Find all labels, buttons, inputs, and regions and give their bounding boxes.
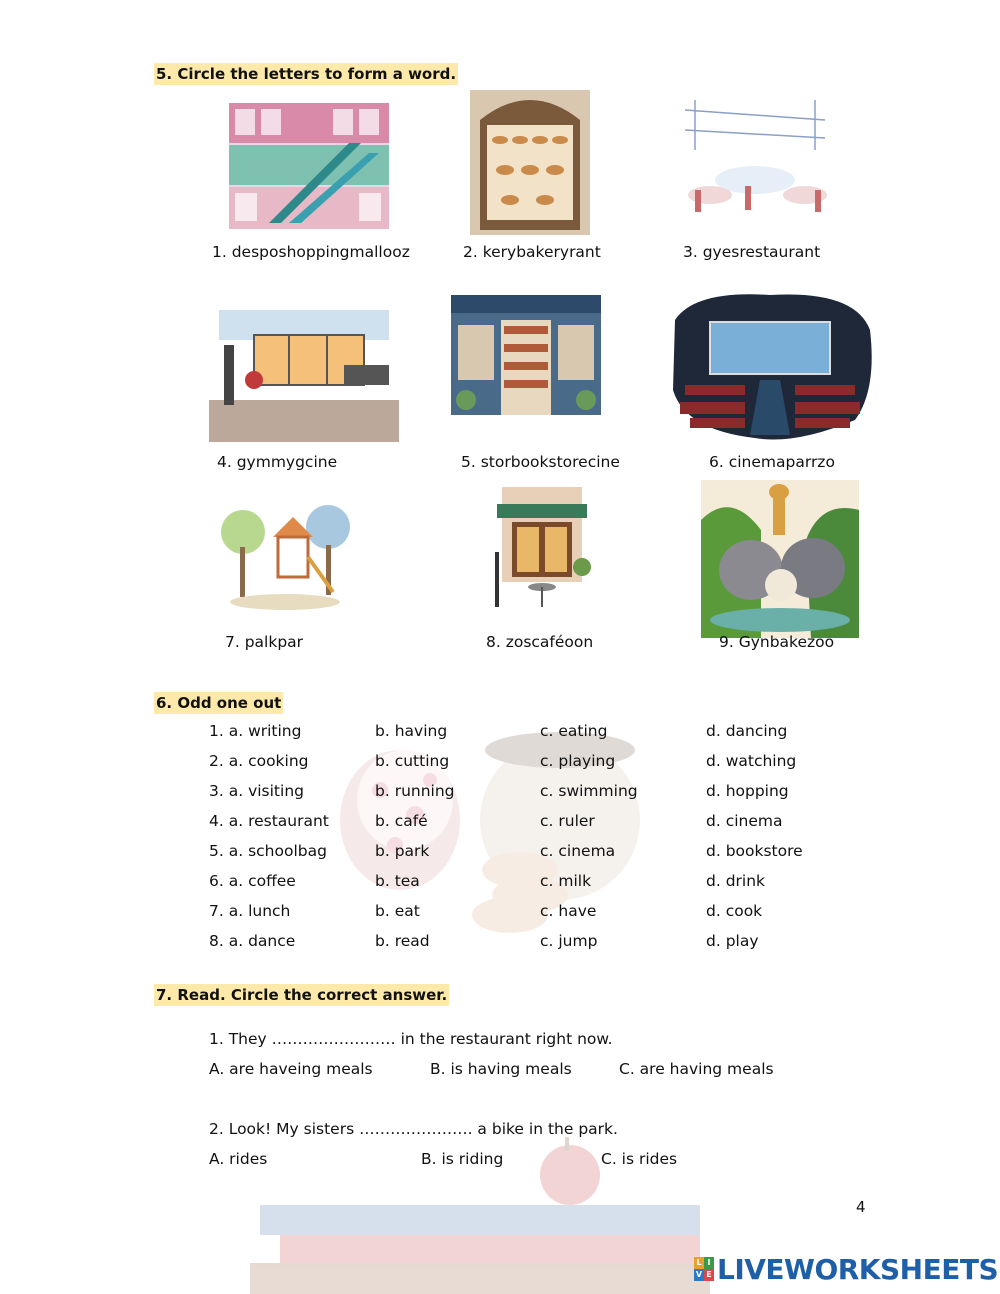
shopping-mall-illustration: [229, 103, 389, 229]
section-6-heading: 6. Odd one out: [156, 694, 282, 712]
cafe-illustration: [477, 482, 607, 612]
liveworksheets-logo[interactable]: [694, 1252, 998, 1286]
odd-row-1: [0, 722, 1000, 746]
odd-row-2: [0, 752, 1000, 776]
question-1-option-b[interactable]: B. is having meals: [430, 1060, 572, 1078]
gym-illustration: [209, 290, 399, 442]
option-b[interactable]: b. café: [375, 812, 428, 830]
odd-row-8: [0, 932, 1000, 956]
option-b[interactable]: b. having: [375, 722, 448, 740]
option-b[interactable]: b. tea: [375, 872, 420, 890]
option-a[interactable]: 4. a. restaurant: [209, 812, 329, 830]
option-d[interactable]: d. hopping: [706, 782, 789, 800]
item-3-caption: 3. gyesrestaurant: [683, 243, 821, 261]
page-number: 4: [856, 1198, 866, 1216]
option-d[interactable]: d. bookstore: [706, 842, 803, 860]
question-2-option-a[interactable]: A. rides: [209, 1150, 268, 1168]
question-2-prompt: 2. Look! My sisters …………………. a bike in the park.: [209, 1120, 618, 1138]
restaurant-illustration: [675, 90, 835, 225]
option-d[interactable]: d. dancing: [706, 722, 788, 740]
logo-letter: I: [704, 1257, 714, 1269]
question-1-prompt: 1. They …………………… in the restaurant right now.: [209, 1030, 613, 1048]
section-7-heading: 7. Read. Circle the correct answer.: [156, 986, 448, 1004]
option-d[interactable]: d. drink: [706, 872, 766, 890]
item-8-caption: 8. zoscaféoon: [486, 633, 594, 651]
item-9-caption: 9. Gynbakezoo: [719, 633, 835, 651]
option-b[interactable]: b. running: [375, 782, 455, 800]
option-d[interactable]: d. play: [706, 932, 759, 950]
section-5-heading: 5. Circle the letters to form a word.: [156, 65, 457, 83]
zoo-illustration: [701, 480, 859, 638]
option-c[interactable]: c. ruler: [540, 812, 595, 830]
option-b[interactable]: b. cutting: [375, 752, 450, 770]
option-a[interactable]: 7. a. lunch: [209, 902, 291, 920]
odd-row-4: [0, 812, 1000, 836]
logo-letter: V: [695, 1270, 703, 1279]
option-c[interactable]: c. playing: [540, 752, 616, 770]
option-b[interactable]: b. park: [375, 842, 430, 860]
logo-letter: E: [704, 1269, 714, 1281]
park-illustration: [218, 497, 353, 617]
brand-logo-icon: [694, 1257, 714, 1281]
item-4-caption: 4. gymmygcine: [217, 453, 338, 471]
logo-letter: L: [694, 1257, 704, 1269]
option-a[interactable]: 6. a. coffee: [209, 872, 296, 890]
odd-row-6: [0, 872, 1000, 896]
option-c[interactable]: c. milk: [540, 872, 592, 890]
option-b[interactable]: b. eat: [375, 902, 420, 920]
item-7-caption: 7. palkpar: [225, 633, 304, 651]
option-a[interactable]: 2. a. cooking: [209, 752, 309, 770]
bookstore-illustration: [446, 290, 606, 420]
brand-text: LIVEWORKSHEETS: [717, 1252, 999, 1286]
question-1-option-a[interactable]: A. are haveing meals: [209, 1060, 373, 1078]
option-c[interactable]: c. have: [540, 902, 597, 920]
cinema-illustration: [665, 290, 875, 440]
odd-row-5: [0, 842, 1000, 866]
option-d[interactable]: d. cook: [706, 902, 763, 920]
option-d[interactable]: d. watching: [706, 752, 797, 770]
option-a[interactable]: 1. a. writing: [209, 722, 302, 740]
item-1-caption: 1. desposhoppingmallooz: [212, 243, 410, 261]
option-a[interactable]: 3. a. visiting: [209, 782, 304, 800]
option-a[interactable]: 5. a. schoolbag: [209, 842, 327, 860]
option-c[interactable]: c. eating: [540, 722, 608, 740]
item-2-caption: 2. kerybakeryrant: [463, 243, 601, 261]
option-c[interactable]: c. swimming: [540, 782, 638, 800]
option-c[interactable]: c. jump: [540, 932, 598, 950]
option-a[interactable]: 8. a. dance: [209, 932, 296, 950]
option-c[interactable]: c. cinema: [540, 842, 616, 860]
option-d[interactable]: d. cinema: [706, 812, 783, 830]
item-6-caption: 6. cinemaparrzo: [709, 453, 835, 471]
odd-row-3: [0, 782, 1000, 806]
item-5-caption: 5. storbookstorecine: [461, 453, 620, 471]
question-2-option-c[interactable]: C. is rides: [601, 1150, 678, 1168]
odd-row-7: [0, 902, 1000, 926]
question-2-option-b[interactable]: B. is riding: [421, 1150, 504, 1168]
option-b[interactable]: b. read: [375, 932, 430, 950]
question-1-option-c[interactable]: C. are having meals: [619, 1060, 774, 1078]
bakery-illustration: [465, 80, 595, 240]
